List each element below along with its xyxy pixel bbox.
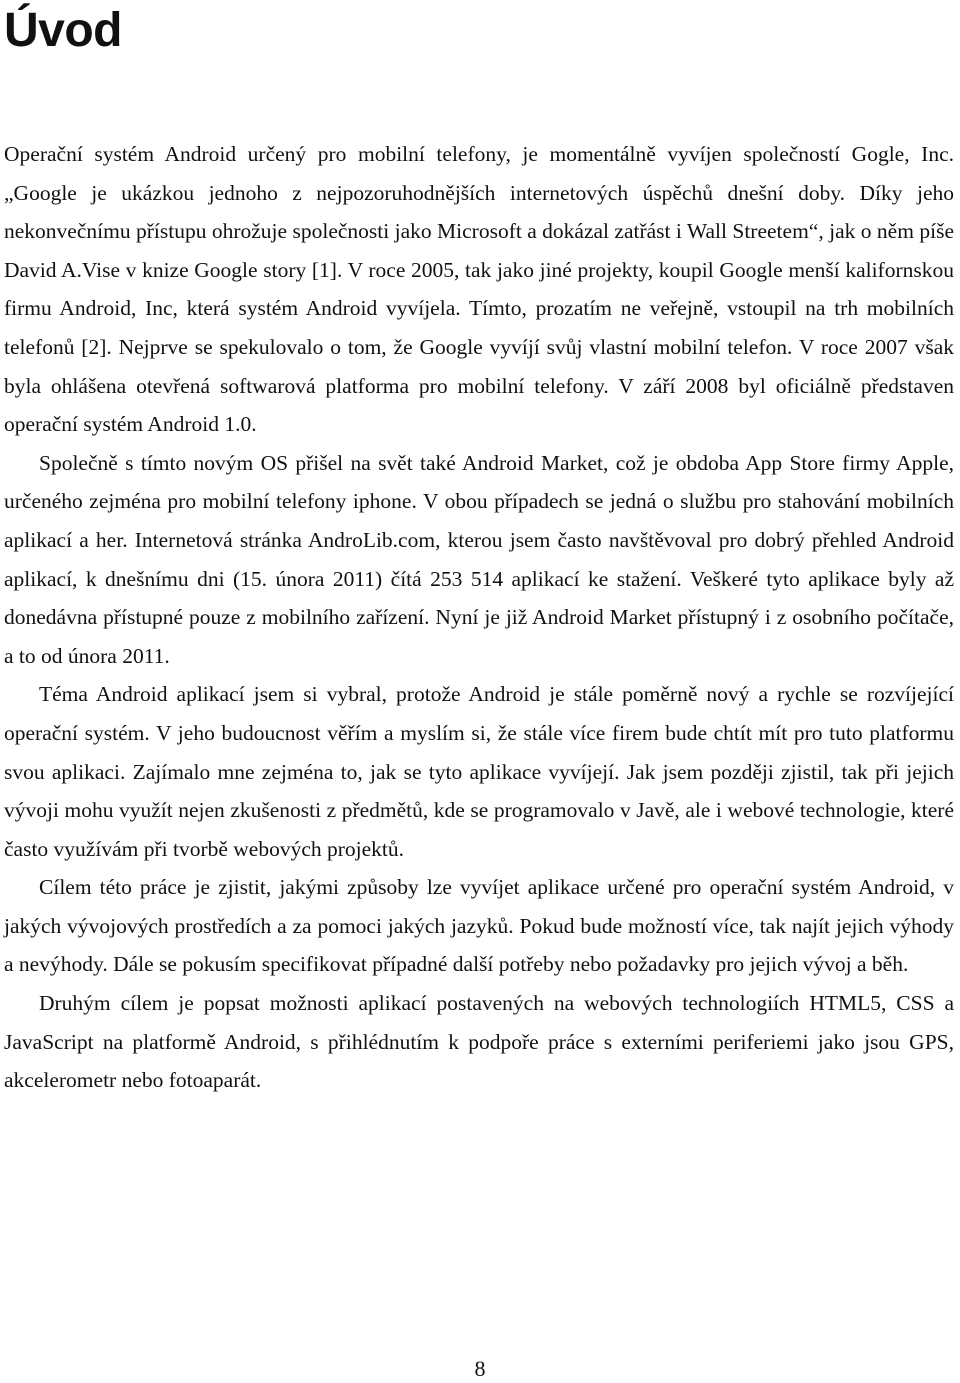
paragraph-1: Operační systém Android určený pro mobilní telefony, je momentálně vyvíjen společností Gogle, Inc. „Google je ukázkou jednoho z nejpozoruhodnějších internetových úspěchů dnešní doby. Díky jeho nekonvečnímu přístupu ohrožuje společnosti jako Microsoft a dokázal zatřást i Wall Streetem“, jak o něm píše David A.Vise v knize Google story [1]. V roce 2005, tak jako jiné projekty, koupil Google menší kalifornskou firmu Android, Inc, která systém Android vyvíjela. Tímto, prozatím ne veřejně, vstoupil na trh mobilních telefonů [2]. Nejprve se spekulovalo o tom, že Google vyvíjí svůj vlastní mobilní telefon. V roce 2007 však byla ohlášena otevřená softwarová platforma pro mobilní telefony. V září 2008 byl oficiálně představen operační systém Android 1.0. xyxy=(4,142,954,437)
paragraph-2: Společně s tímto novým OS přišel na svět také Android Market, což je obdoba App Store firmy Apple, určeného zejména pro mobilní telefony iphone. V obou případech se jedná o službu pro stahování mobilních aplikací a her. Internetová stránka AndroLib.com, kterou jsem často navštěvoval pro dobrý přehled Android aplikací, k dnešnímu dni (15. února 2011) čítá 253 514 aplikací ke stažení. Veškeré tyto aplikace byly až donedávna přístupné pouze z mobilního zařízení. Nyní je již Android Market přístupný i z osobního počítače, a to od února 2011. xyxy=(4,450,954,668)
page-title: Úvod xyxy=(4,4,122,57)
page-number: 8 xyxy=(474,1356,486,1381)
paragraph-3: Téma Android aplikací jsem si vybral, protože Android je stále poměrně nový a rychle se rozvíjející operační systém. V jeho budoucnost věřím a myslím si, že stále více firem bude chtít mít pro tuto platformu svou aplikaci. Zajímalo mne zejména to, jak se tyto aplikace vyvíjejí. Jak jsem později zjistil, tak při jejich vývoji mohu využít nejen zkušenosti z předmětů, kde se programovalo v Javě, ale i webové technologie, které často využívám při tvorbě webových projektů. xyxy=(4,682,954,861)
paragraph-5: Druhým cílem je popsat možnosti aplikací postavených na webových technologiích HTML5, CSS a JavaScript na platformě Android, s přihlédnutím k podpoře práce s externími periferiemi jako jsou GPS, akcelerometr nebo fotoaparát. xyxy=(4,991,954,1093)
body-text xyxy=(4,135,954,1100)
paragraph-4: Cílem této práce je zjistit, jakými způsoby lze vyvíjet aplikace určené pro operační systém Android, v jakých vývojových prostředích a za pomoci jakých jazyků. Pokud bude možností více, tak najít jejich výhody a nevýhody. Dále se pokusím specifikovat případné další potřeby nebo požadavky pro jejich vývoj a běh. xyxy=(4,875,954,977)
